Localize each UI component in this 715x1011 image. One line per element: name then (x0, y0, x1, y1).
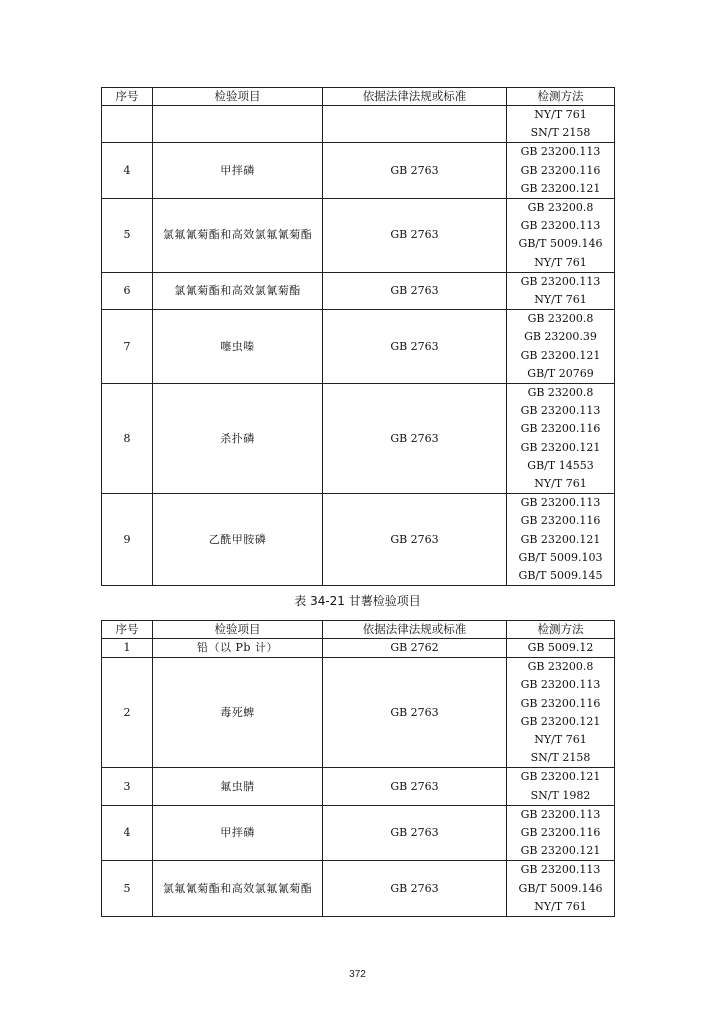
table-row (102, 384, 615, 494)
cell-seq: 4 (102, 805, 153, 861)
method-entry: GB 23200.113 (520, 807, 601, 821)
method-entry: GB/T 5009.103 (518, 550, 603, 564)
cell-methods (507, 106, 615, 143)
cell-methods (507, 384, 615, 494)
cell-seq: 7 (102, 310, 153, 384)
cell-item: 氟虫腈 (153, 768, 323, 805)
method-entry: GB 23200.113 (520, 274, 601, 288)
method-entry: GB 23200.121 (520, 532, 601, 546)
cell-methods (507, 199, 615, 273)
method-entry: GB 23200.113 (520, 496, 601, 510)
cell-basis: GB 2763 (323, 143, 507, 199)
table-row (102, 310, 615, 384)
cell-seq: 8 (102, 384, 153, 494)
cell-methods (507, 861, 615, 917)
cell-seq: 2 (102, 658, 153, 768)
cell-item: 氯氰菊酯和高效氯氰菊酯 (153, 272, 323, 309)
method-entry: GB/T 5009.146 (518, 881, 603, 895)
cell-seq: 3 (102, 768, 153, 805)
cell-seq: 5 (102, 861, 153, 917)
cell-basis: GB 2763 (323, 199, 507, 273)
table-header-row (102, 621, 615, 639)
method-entry: NY/T 761 (534, 293, 587, 307)
method-entry: GB 23200.121 (520, 348, 601, 362)
header-seq: 序号 (102, 88, 153, 106)
cell-basis: GB 2763 (323, 861, 507, 917)
table-row (102, 639, 615, 658)
cell-item: 甲拌磷 (153, 805, 323, 861)
method-entry: GB 23200.116 (520, 826, 601, 840)
method-entry: GB 23200.113 (520, 219, 601, 233)
cell-item (153, 106, 323, 143)
cell-seq: 5 (102, 199, 153, 273)
cell-basis: GB 2763 (323, 494, 507, 586)
method-entry: GB/T 5009.145 (518, 569, 603, 583)
cell-basis: GB 2762 (323, 639, 507, 658)
cell-methods (507, 658, 615, 768)
cell-methods (507, 639, 615, 658)
method-entry: GB 23200.116 (520, 422, 601, 436)
method-entry: GB 23200.113 (520, 863, 601, 877)
method-entry: GB/T 5009.146 (518, 237, 603, 251)
table-row (102, 199, 615, 273)
page-number: 372 (349, 969, 366, 980)
table-header-row (102, 88, 615, 106)
cell-seq: 6 (102, 272, 153, 309)
cell-item: 乙酰甲胺磷 (153, 494, 323, 586)
cell-seq: 4 (102, 143, 153, 199)
table-row (102, 805, 615, 861)
cell-basis: GB 2763 (323, 310, 507, 384)
cell-item: 铅（以 Pb 计） (153, 639, 323, 658)
method-entry: NY/T 761 (534, 255, 587, 269)
method-entry: GB 23200.121 (520, 440, 601, 454)
method-entry: SN/T 2158 (530, 751, 591, 765)
cell-basis: GB 2763 (323, 805, 507, 861)
method-entry: NY/T 761 (534, 733, 587, 747)
method-entry: GB 23200.113 (520, 678, 601, 692)
cell-basis: GB 2763 (323, 272, 507, 309)
method-entry: GB 23200.121 (520, 770, 601, 784)
cell-methods (507, 768, 615, 805)
cell-basis: GB 2763 (323, 384, 507, 494)
cell-methods (507, 143, 615, 199)
cell-seq (102, 106, 153, 143)
method-entry: GB 23200.116 (520, 163, 601, 177)
method-entry: GB/T 14553 (527, 458, 594, 472)
method-entry: GB 23200.39 (524, 330, 597, 344)
table-row (102, 272, 615, 309)
cell-seq: 1 (102, 639, 153, 658)
method-entry: GB 23200.113 (520, 404, 601, 418)
cell-item: 甲拌磷 (153, 143, 323, 199)
header-item: 检验项目 (153, 621, 323, 639)
cell-methods (507, 805, 615, 861)
sweet-potato-inspection-table (101, 620, 615, 917)
method-entry: SN/T 2158 (530, 126, 591, 140)
method-entry: GB 23200.8 (527, 201, 594, 215)
cell-methods (507, 272, 615, 309)
table-row (102, 861, 615, 917)
table-row (102, 143, 615, 199)
header-seq: 序号 (102, 621, 153, 639)
cell-item: 噻虫嗪 (153, 310, 323, 384)
cell-item: 氯氟氰菊酯和高效氯氟氰菊酯 (153, 861, 323, 917)
table-caption: 表 34-21 甘薯检验项目 (294, 594, 421, 608)
cell-basis: GB 2763 (323, 658, 507, 768)
header-method: 检测方法 (507, 88, 615, 106)
method-entry: GB 23200.116 (520, 696, 601, 710)
header-item: 检验项目 (153, 88, 323, 106)
cell-basis: GB 2763 (323, 768, 507, 805)
method-entry: GB/T 20769 (527, 366, 594, 380)
cell-item: 氯氟氰菊酯和高效氯氟氰菊酯 (153, 199, 323, 273)
cell-methods (507, 310, 615, 384)
method-entry: GB 23200.121 (520, 844, 601, 858)
cell-item: 毒死蜱 (153, 658, 323, 768)
header-method: 检测方法 (507, 621, 615, 639)
header-basis: 依据法律法规或标准 (323, 621, 507, 639)
inspection-table-continued (101, 87, 615, 586)
header-basis: 依据法律法规或标准 (323, 88, 507, 106)
method-entry: GB 23200.121 (520, 181, 601, 195)
cell-basis (323, 106, 507, 143)
method-entry: GB 23200.8 (527, 386, 594, 400)
table-row (102, 658, 615, 768)
method-entry: GB 23200.8 (527, 660, 594, 674)
cell-methods (507, 494, 615, 586)
method-entry: NY/T 761 (534, 899, 587, 913)
cell-seq: 9 (102, 494, 153, 586)
method-entry: GB 23200.121 (520, 714, 601, 728)
method-entry: NY/T 761 (534, 477, 587, 491)
table-row (102, 106, 615, 143)
method-entry: SN/T 1982 (530, 788, 591, 802)
table-row (102, 768, 615, 805)
cell-item: 杀扑磷 (153, 384, 323, 494)
table-row (102, 494, 615, 586)
method-entry: GB 23200.8 (527, 312, 594, 326)
method-entry: GB 23200.116 (520, 514, 601, 528)
method-entry: GB 23200.113 (520, 145, 601, 159)
method-entry: GB 5009.12 (527, 641, 594, 654)
method-entry: NY/T 761 (534, 108, 587, 121)
